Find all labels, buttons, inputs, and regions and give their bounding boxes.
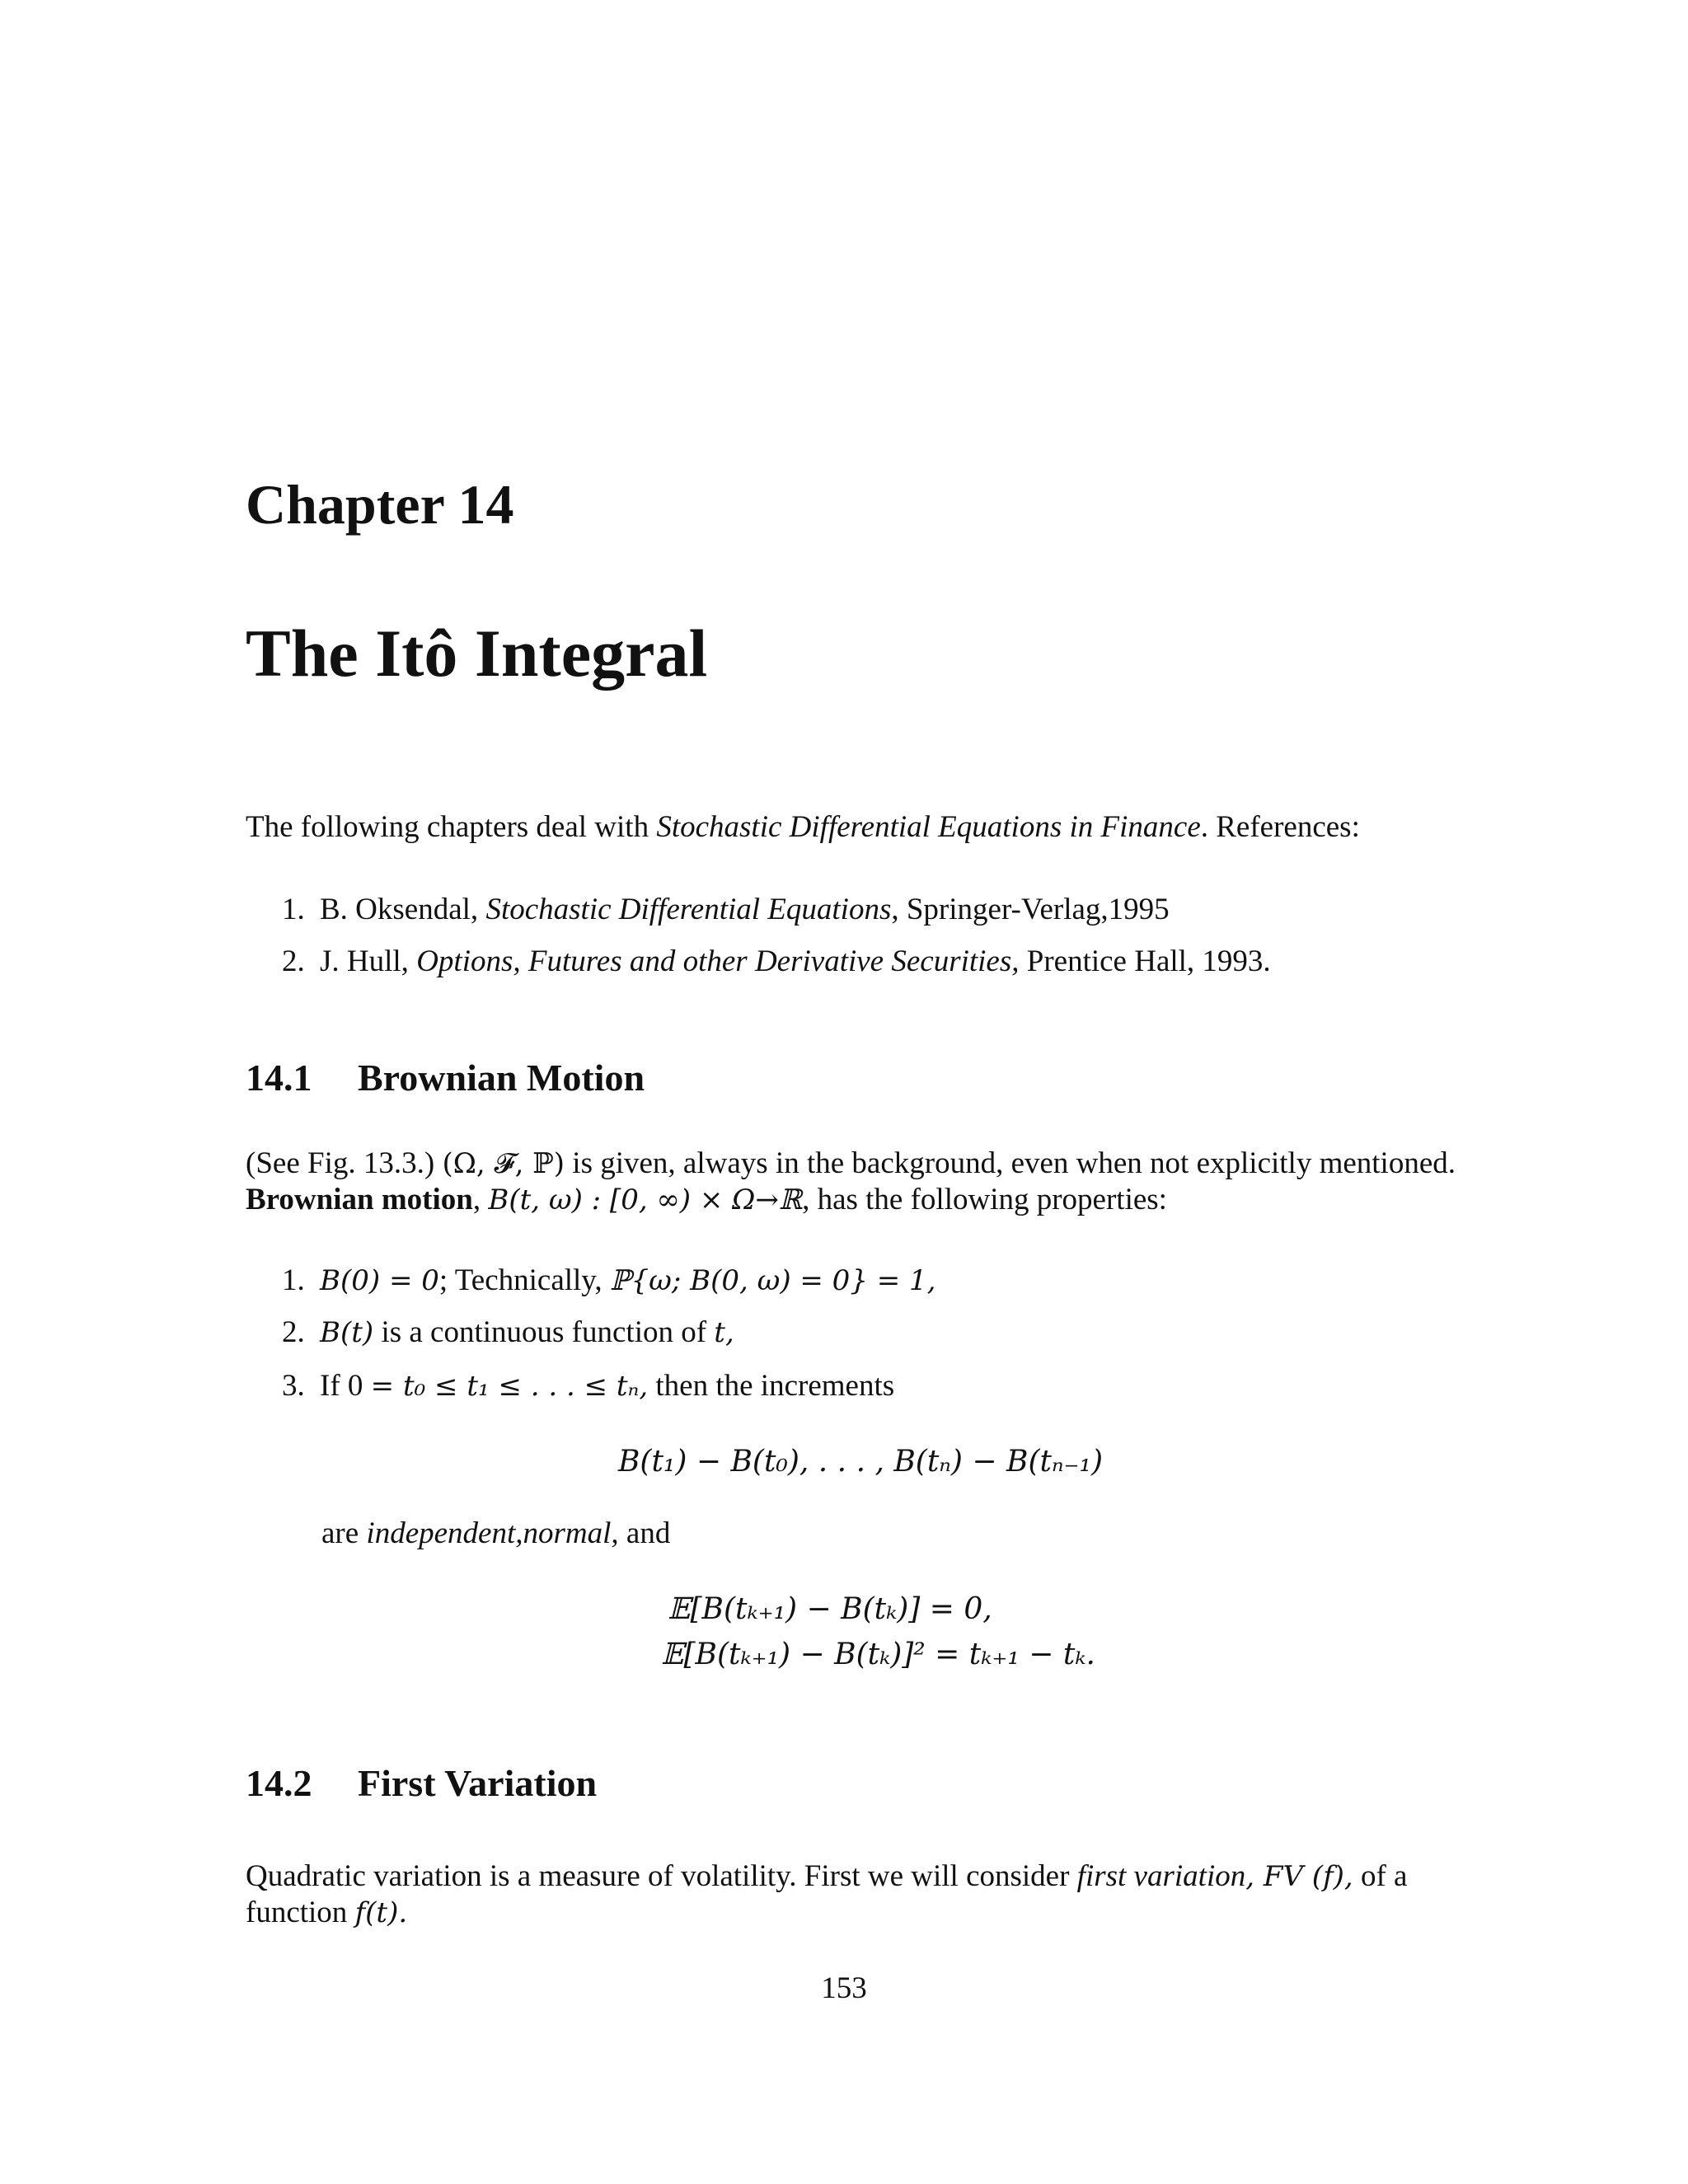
property-math: t, <box>714 1316 734 1349</box>
function-math: f(t). <box>354 1896 408 1929</box>
intro-text-before: The following chapters deal with <box>246 810 657 844</box>
chapter-label: Chapter 14 <box>246 473 514 536</box>
property-math: = t₀ ≤ t₁ ≤ . . . ≤ tₙ, <box>370 1370 649 1403</box>
property-item <box>282 1371 894 1401</box>
reference-title: Stochastic Differential Equations <box>485 893 892 926</box>
reference-rest: , Springer-Verlag,1995 <box>891 893 1170 926</box>
reference-item <box>282 894 1170 925</box>
reference-number: 1. <box>282 893 305 926</box>
property-text: ; Technically, <box>438 1263 610 1297</box>
intro-italic-title: Stochastic Differential Equations in Finance <box>656 810 1201 844</box>
reference-number: 2. <box>282 944 305 978</box>
expectation-equation: 𝔼[B(tₖ₊₁) − B(tₖ)] = 0, <box>668 1592 992 1626</box>
property-number: 3. <box>282 1369 305 1403</box>
increments-equation: B(t₁) − B(t₀), . . . , B(tₙ) − B(tₙ₋₁) <box>617 1445 1104 1479</box>
property-math: B(t) <box>320 1316 374 1349</box>
property-item <box>282 1317 734 1347</box>
paragraph-line <box>246 1148 1456 1179</box>
section-title: Brownian Motion <box>358 1057 645 1099</box>
reference-author: B. Oksendal, <box>320 893 486 926</box>
probability-space-math: (Ω, 𝓕, ℙ) <box>442 1147 565 1180</box>
reference-rest: Prentice Hall, 1993. <box>1019 944 1271 978</box>
property-number: 1. <box>282 1263 305 1297</box>
intro-text-after: . References: <box>1200 810 1360 844</box>
variance-equation: 𝔼[B(tₖ₊₁) − B(tₖ)]² = tₖ₊₁ − tₖ. <box>661 1638 1095 1671</box>
italic-term: first variation <box>1076 1859 1246 1893</box>
property-text: If 0 <box>320 1369 371 1403</box>
bold-term: Brownian motion <box>246 1183 473 1216</box>
reference-author: J. Hull, <box>320 944 417 978</box>
paragraph-text: function <box>246 1896 355 1929</box>
brownian-motion-math: B(t, ω) : [0, ∞) × Ω→ℝ <box>488 1183 803 1216</box>
paragraph-text: (See Fig. 13.3.) <box>246 1146 443 1180</box>
paragraph-line <box>321 1518 670 1549</box>
paragraph-line: Brownian motion, B(t, ω) : [0, ∞) × Ω→ℝ, has the following properties: <box>246 1183 1167 1216</box>
section-number: 14.2 <box>246 1762 312 1804</box>
italic-term: independent,normal, <box>366 1516 619 1550</box>
property-text: then the increments <box>648 1369 895 1403</box>
paragraph-text: of a <box>1353 1859 1408 1893</box>
section-heading <box>246 1762 598 1804</box>
property-math: ℙ{ω; B(0, ω) = 0} = 1, <box>609 1264 936 1297</box>
section-title: First Variation <box>358 1762 598 1804</box>
section-number: 14.1 <box>246 1057 312 1099</box>
paragraph-line <box>246 1861 1407 1891</box>
property-number: 2. <box>282 1315 305 1349</box>
paragraph-line <box>246 1897 407 1928</box>
paragraph-text: , has the following properties: <box>802 1183 1167 1216</box>
page-number: 153 <box>821 1971 867 2005</box>
property-text: is a continuous function of <box>373 1315 715 1349</box>
property-math: B(0) = 0 <box>320 1264 439 1297</box>
paragraph-text: Quadratic variation is a measure of volatility. First we will consider <box>246 1859 1077 1893</box>
reference-title: Options, Futures and other Derivative Securities, <box>416 944 1020 978</box>
intro-paragraph <box>246 812 1360 842</box>
property-item <box>282 1265 936 1296</box>
reference-item <box>282 946 1271 977</box>
section-heading <box>246 1059 645 1097</box>
first-variation-math: , FV (f), <box>1245 1860 1353 1893</box>
paragraph-text: are <box>321 1516 367 1550</box>
paragraph-text: and <box>618 1516 671 1550</box>
paragraph-text: is given, always in the background, even when not explicitly mentioned. <box>565 1146 1456 1180</box>
chapter-title: The Itô Integral <box>246 616 708 691</box>
